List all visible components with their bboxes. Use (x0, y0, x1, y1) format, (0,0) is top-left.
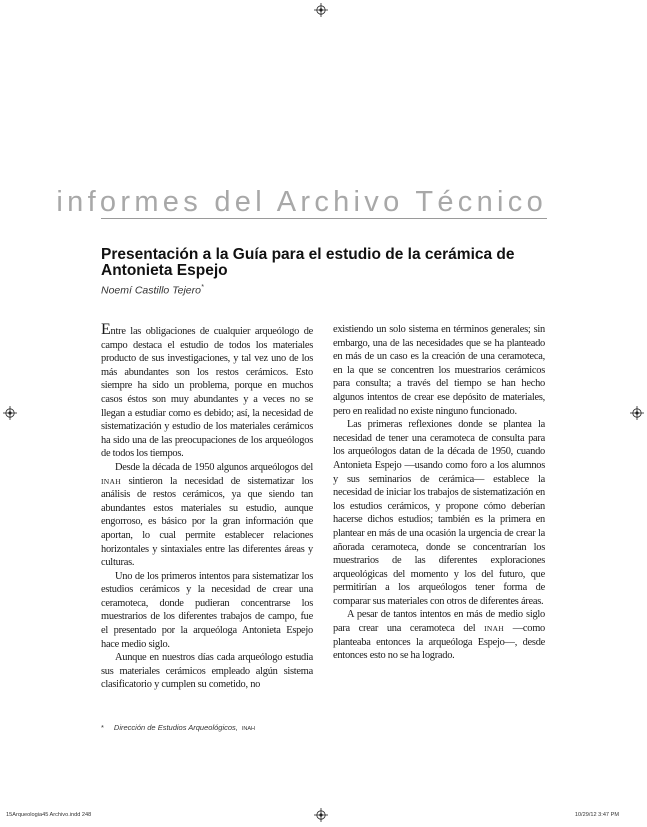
paragraph: existiendo un solo sistema en términos generales; sin embargo, una de las necesidades que se ha planteado en más de un caso es la creación de una ceramoteca, en la que se concentren los muestrarios cerámicos para consulta; a través del tiempo se han hecho algunos intentos de crear ese depósito de materiales, pero en realidad no existe ninguno funcionado. (333, 324, 545, 417)
paragraph-text: Desde la década de 1950 algunos arqueólogos del (115, 461, 313, 473)
paragraph: Aunque en nuestros días cada arqueólogo estudia sus materiales cerámicos empleado algún sistema clasificatorio y cumplen su cometido, no (101, 652, 313, 691)
registration-mark-icon (630, 406, 644, 420)
institution-acronym: INAH (484, 624, 505, 634)
registration-mark-icon (314, 808, 328, 822)
paragraph: Uno de los primeros intentos para sistematizar los estudios cerámicos y la necesidad de crear una ceramoteca, donde pudieran concentrarse los muestrarios de los diferentes trabajos de campo, fue el presentado por la arqueóloga Antonieta Espejo hace medio siglo. (101, 570, 313, 650)
paragraph (101, 461, 313, 570)
paragraph-text: ntre las obligaciones de cualquier arqueólogo de campo destaca el estudio de todos los materiales producto de sus investigaciones, y tal vez uno de los más abundantes son los restos cerámicos. Esto siempre ha sido un problema, porque en muchos casos éstos son muy abundantes y a veces no se llegan a estudiar como es debido; así, la necesidad de sistematización y estudio de los materiales cerámicos ha sido una de las preocupaciones de los arqueólogos de todos los tiempos. (101, 326, 313, 460)
paragraph-text: sintieron la necesidad de sistematizar los análisis de restos cerámicos, ya que siendo tan abundantes estos materiales su estudio, aunque engorroso, es básico por la gran información que aportan, lo cual permite establecer relaciones horizontales y sintaxiales entre las diferentes áreas y culturas. (101, 475, 313, 569)
paragraph-text: A pesar de tantos intentos en más de medio siglo para crear una ceramoteca del (333, 609, 545, 635)
text-column-left (101, 323, 313, 692)
print-slug-date: 10/29/12 3:47 PM (574, 812, 619, 818)
registration-mark-icon (314, 3, 328, 17)
drop-cap: E (101, 321, 111, 338)
paragraph (333, 608, 545, 662)
article-author (101, 284, 204, 297)
paragraph: Las primeras reflexiones donde se plantea la necesidad de tener una ceramoteca de consulta para los arqueólogos datan de la década de 1950, cuando Antonieta Espejo —usando como foro a los alumnos y sus seminarios de cerámica— establece la necesidad de iniciar los trabajos de sistematización en los estudios cerámicos, y propone cómo deberían hacerse dichos estudios; también es la primera en plantear en más de una ocasión la urgencia de crear la añorada ceramoteca, donde se concentrarían los muestrarios de las diferentes exploraciones arqueológicas del momento y los del futuro, que permitirían a los arqueólogos tener forma de comparar sus materiales con otros de diferentes áreas. (333, 419, 545, 607)
author-name: Noemí Castillo Tejero (101, 284, 201, 297)
author-footnote-mark: * (201, 284, 204, 291)
header-rule (101, 218, 547, 219)
print-slug-file: 15Arqueologia45 Archivo.indd 248 (6, 812, 92, 818)
footnote-text: Dirección de Estudios Arqueológicos, (113, 723, 238, 732)
section-header: informes del Archivo Técnico (56, 186, 547, 218)
paragraph-text: —como planteaba entonces la arqueóloga Espejo—, desde entonces esto no se ha logrado. (333, 623, 545, 662)
article-title: Presentación a la Guía para el estudio de la cerámica de Antonieta Espejo (101, 246, 515, 279)
footnote (101, 723, 255, 732)
registration-mark-icon (3, 406, 17, 420)
footnote-mark: * (101, 723, 104, 732)
institution-acronym: INAH (101, 476, 121, 486)
text-column-right (333, 323, 545, 663)
footnote-institution: INAH (241, 726, 256, 732)
paragraph (101, 323, 313, 461)
